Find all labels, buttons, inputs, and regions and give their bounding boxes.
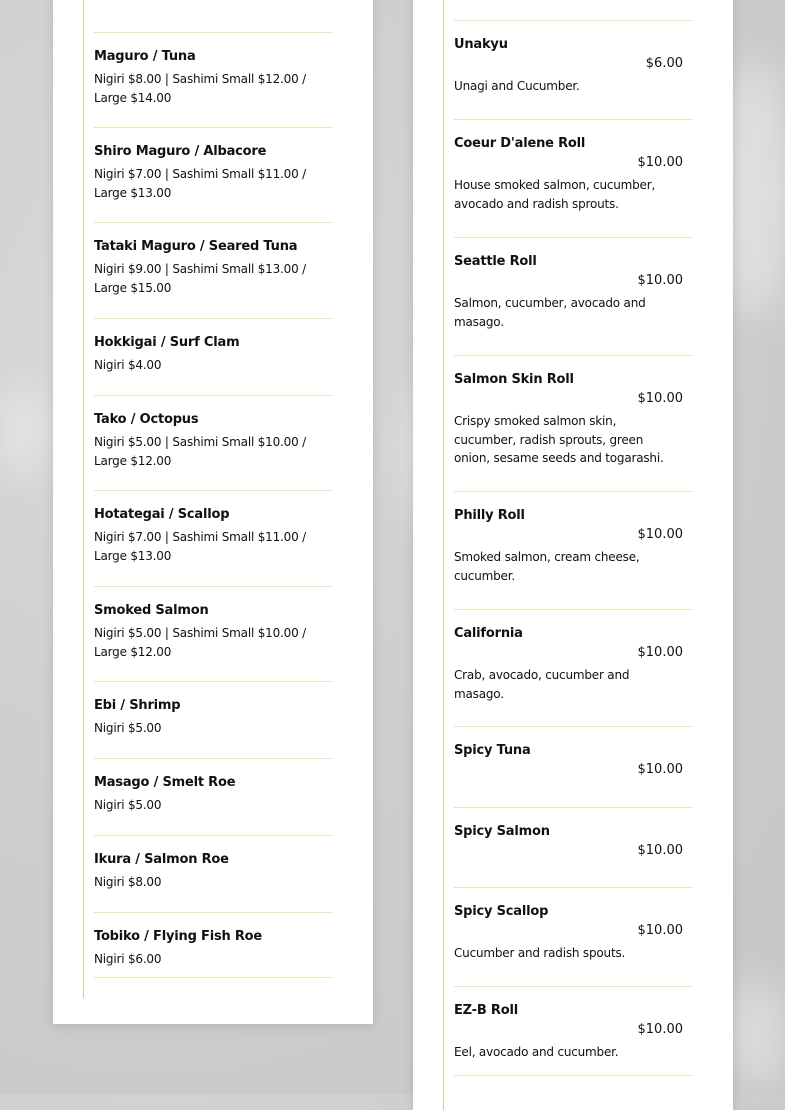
menu-item [94, 222, 333, 297]
menu-item-name: Spicy Scallop [454, 904, 549, 919]
menu-card-rolls [413, 0, 733, 1110]
menu-item [454, 119, 693, 213]
menu-item [94, 127, 333, 202]
menu-item-prices: Nigiri $9.00 | Sashimi Small $13.00 / Large $15.00 [94, 262, 306, 295]
menu-item-prices: Nigiri $5.00 [94, 721, 162, 735]
menu-item-prices: Nigiri $8.00 [94, 875, 162, 889]
menu-item-prices: Nigiri $5.00 [94, 798, 162, 812]
menu-item [94, 395, 333, 470]
menu-item-name: Salmon Skin Roll [454, 372, 574, 387]
menu-item-name: Spicy Salmon [454, 824, 550, 839]
background-blur [730, 980, 785, 1090]
menu-item-price: $6.00 [645, 56, 683, 71]
menu-item-description: Cucumber and radish spouts. [454, 946, 626, 960]
menu-item-name: Shiro Maguro / Albacore [94, 144, 267, 159]
menu-item [454, 355, 693, 468]
menu-item [454, 609, 693, 703]
menu-item-price: $10.00 [637, 645, 683, 660]
menu-item-description: Salmon, cucumber, avocado and masago. [454, 296, 646, 329]
menu-item-price: $10.00 [637, 843, 683, 858]
menu-item [454, 237, 693, 331]
menu-item-name: Spicy Tuna [454, 743, 531, 758]
menu-item-name: Coeur D'alene Roll [454, 136, 586, 151]
menu-item-name: Seattle Roll [454, 254, 537, 269]
menu-item-prices: Nigiri $5.00 | Sashimi Small $10.00 / Large $12.00 [94, 435, 306, 468]
menu-item-name: Tobiko / Flying Fish Roe [94, 929, 263, 944]
menu-item [454, 807, 693, 864]
menu-item-price: $10.00 [637, 391, 683, 406]
menu-item [94, 835, 333, 892]
menu-item [94, 318, 333, 375]
list-end-rule [454, 1075, 693, 1076]
menu-item [94, 32, 333, 107]
menu-item-prices: Nigiri $8.00 | Sashimi Small $12.00 / Large $14.00 [94, 72, 306, 105]
menu-item-name: EZ-B Roll [454, 1003, 518, 1018]
menu-item-name: California [454, 626, 523, 641]
column-divider [83, 0, 84, 998]
menu-item-name: Ikura / Salmon Roe [94, 852, 229, 867]
menu-item-name: Maguro / Tuna [94, 49, 196, 64]
menu-item [94, 758, 333, 815]
menu-item-price: $10.00 [637, 1022, 683, 1037]
menu-item-prices: Nigiri $7.00 | Sashimi Small $11.00 / Large $13.00 [94, 167, 306, 200]
menu-item [454, 726, 693, 783]
menu-item [454, 887, 693, 963]
menu-item-description: Unagi and Cucumber. [454, 79, 580, 93]
menu-item-name: Ebi / Shrimp [94, 698, 181, 713]
menu-item-price: $10.00 [637, 273, 683, 288]
menu-item-name: Tako / Octopus [94, 412, 199, 427]
menu-item-description: House smoked salmon, cucumber, avocado and radish sprouts. [454, 178, 656, 211]
list-end-rule [94, 977, 333, 978]
menu-item [454, 491, 693, 585]
menu-item-description: Smoked salmon, cream cheese, cucumber. [454, 550, 640, 583]
menu-item-description: Eel, avocado and cucumber. [454, 1045, 619, 1059]
background-blur [0, 380, 45, 480]
menu-item-name: Hokkigai / Surf Clam [94, 335, 240, 350]
menu-item-prices: Nigiri $5.00 | Sashimi Small $10.00 / Large $12.00 [94, 626, 306, 659]
menu-item [94, 586, 333, 661]
menu-item-description: Crab, avocado, cucumber and masago. [454, 668, 630, 701]
menu-item-price: $10.00 [637, 923, 683, 938]
menu-item-name: Philly Roll [454, 508, 525, 523]
menu-item-name: Tataki Maguro / Seared Tuna [94, 239, 298, 254]
menu-card-sashimi [53, 0, 373, 1024]
menu-item-name: Unakyu [454, 37, 508, 52]
menu-item-price: $10.00 [637, 155, 683, 170]
column-divider [443, 0, 444, 1110]
menu-item-description: Crispy smoked salmon skin, cucumber, radish sprouts, green onion, sesame seeds and togarashi. [454, 414, 664, 465]
menu-item-name: Smoked Salmon [94, 603, 209, 618]
menu-item-name: Hotategai / Scallop [94, 507, 230, 522]
menu-item [454, 20, 693, 96]
menu-item-name: Masago / Smelt Roe [94, 775, 236, 790]
menu-item [94, 490, 333, 565]
menu-item [454, 986, 693, 1062]
menu-item-prices: Nigiri $4.00 [94, 358, 162, 372]
menu-item-prices: Nigiri $6.00 [94, 952, 162, 966]
menu-item [94, 681, 333, 738]
menu-item-prices: Nigiri $7.00 | Sashimi Small $11.00 / Large $13.00 [94, 530, 306, 563]
menu-item-price: $10.00 [637, 527, 683, 542]
menu-item [94, 912, 333, 969]
menu-item-price: $10.00 [637, 762, 683, 777]
